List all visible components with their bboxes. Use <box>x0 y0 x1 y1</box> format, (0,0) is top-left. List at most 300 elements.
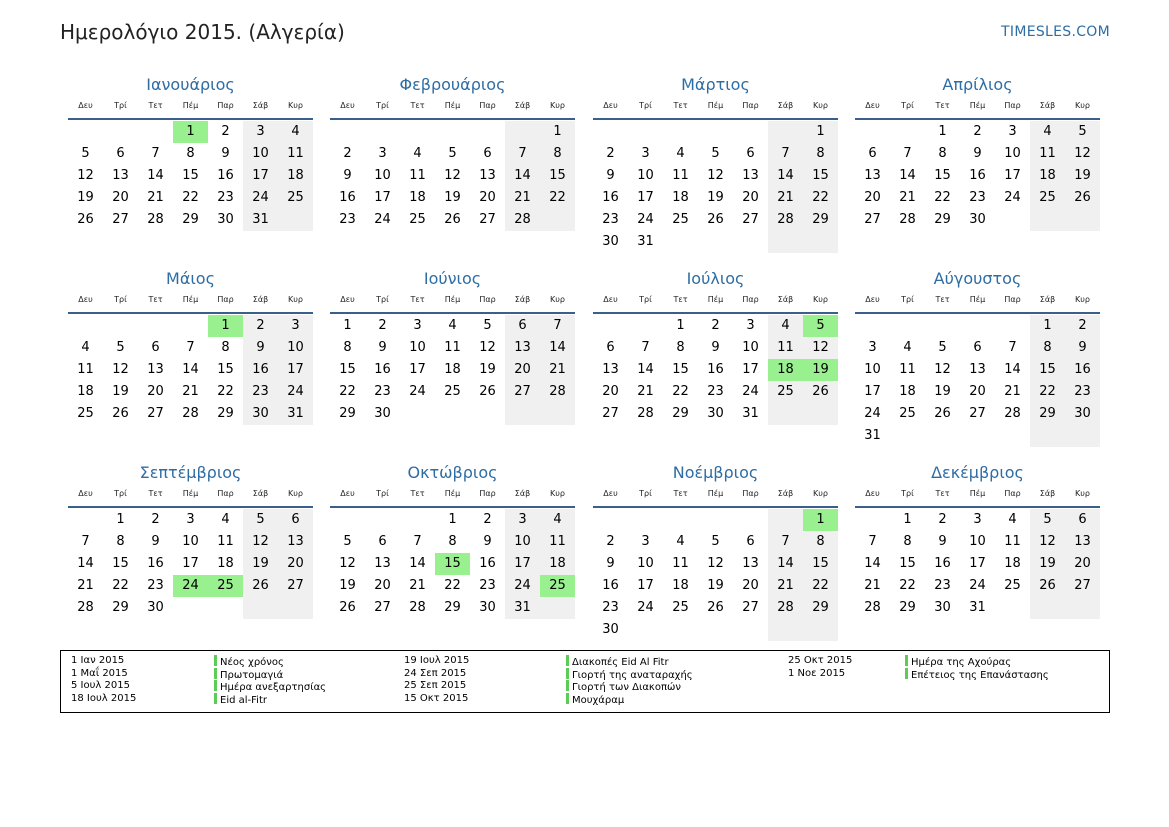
day-cell: 24 <box>505 575 540 597</box>
day-cell: 15 <box>803 553 838 575</box>
day-cell: 26 <box>707 212 724 227</box>
empty-cell <box>925 425 960 447</box>
weekday-label: Δευ <box>865 101 880 110</box>
day-cell: 4 <box>413 146 422 161</box>
day-cell: 28 <box>1004 406 1021 421</box>
empty-cell <box>365 121 400 143</box>
day-cell: 31 <box>864 428 881 443</box>
day-cell: 28 <box>182 406 199 421</box>
empty-cell <box>593 509 628 531</box>
day-grid <box>593 509 838 641</box>
empty-cell <box>1065 425 1100 447</box>
empty-cell <box>435 403 470 425</box>
day-cell: 14 <box>864 556 881 571</box>
day-cell: 17 <box>742 362 759 377</box>
day-cell: 20 <box>112 190 129 205</box>
weekday-label: Πέμ <box>707 489 724 498</box>
legend-names-3 <box>905 655 1049 680</box>
day-cell: 10 <box>637 168 654 183</box>
day-cell: 6 <box>116 146 125 161</box>
day-cell: 12 <box>77 168 94 183</box>
weekday-label: Πέμ <box>444 295 461 304</box>
empty-cell <box>68 509 103 531</box>
empty-cell <box>733 509 768 531</box>
day-cell: 17 <box>505 553 540 575</box>
day-cell: 21 <box>147 190 164 205</box>
day-cell: 9 <box>243 337 278 359</box>
day-cell: 14 <box>899 168 916 183</box>
day-cell: 24 <box>742 384 759 399</box>
weekday-label: Δευ <box>603 295 618 304</box>
weekday-label: Κυρ <box>1075 101 1090 110</box>
day-cell: 1 <box>116 512 125 527</box>
day-cell: 18 <box>540 553 575 575</box>
day-cell: 22 <box>803 575 838 597</box>
day-cell: 23 <box>147 578 164 593</box>
day-cell: 12 <box>803 337 838 359</box>
weekday-label: Τρί <box>639 295 652 304</box>
day-cell: 10 <box>969 534 986 549</box>
day-grid <box>68 509 313 619</box>
day-cell: 7 <box>81 534 90 549</box>
legend-dates-1 <box>71 655 136 705</box>
day-cell: 6 <box>151 340 160 355</box>
legend-dates-3 <box>788 655 852 680</box>
day-cell: 2 <box>221 124 230 139</box>
day-cell: 14 <box>409 556 426 571</box>
day-cell: 23 <box>374 384 391 399</box>
weekday-label: Κυρ <box>1075 489 1090 498</box>
site-link[interactable]: TIMESLES.COM <box>1001 24 1110 40</box>
weekday-label: Δευ <box>603 489 618 498</box>
day-cell: 7 <box>186 340 195 355</box>
day-cell: 3 <box>378 146 387 161</box>
day-cell: 2 <box>606 534 615 549</box>
day-cell: 11 <box>768 337 803 359</box>
weekday-label: Παρ <box>217 489 234 498</box>
day-grid <box>330 315 575 425</box>
empty-cell <box>330 121 365 143</box>
day-cell: 29 <box>934 212 951 227</box>
weekday-label: Παρ <box>1004 295 1021 304</box>
day-cell: 16 <box>602 578 619 593</box>
day-cell: 3 <box>505 509 540 531</box>
empty-cell <box>698 619 733 641</box>
month-name: Φεβρουάριος <box>399 75 506 94</box>
month-calendar <box>68 266 313 425</box>
empty-cell <box>890 121 925 143</box>
day-cell: 26 <box>77 212 94 227</box>
legend-name: Ημέρα της Αχούρας <box>911 657 1012 668</box>
day-cell: 5 <box>448 146 457 161</box>
empty-cell <box>540 403 575 425</box>
weekday-label: Τρί <box>901 101 914 110</box>
day-cell: 28 <box>409 600 426 615</box>
day-cell: 3 <box>641 534 650 549</box>
empty-cell <box>103 121 138 143</box>
weekday-label: Κυρ <box>813 101 828 110</box>
day-cell: 29 <box>217 406 234 421</box>
weekday-label: Τρί <box>376 489 389 498</box>
empty-cell <box>1065 597 1100 619</box>
legend-name: Νέος χρόνος <box>220 657 284 668</box>
empty-cell <box>960 425 995 447</box>
day-cell: 11 <box>672 168 689 183</box>
weekday-label: Τετ <box>935 295 950 304</box>
day-cell: 19 <box>934 384 951 399</box>
day-cell: 3 <box>641 146 650 161</box>
day-cell: 11 <box>1030 143 1065 165</box>
weekday-label: Κυρ <box>813 295 828 304</box>
holiday-day: 25 <box>540 575 575 597</box>
day-cell: 13 <box>742 168 759 183</box>
legend-name: Γιορτή της αναταραχής <box>572 669 693 681</box>
weekday-label: Τετ <box>148 101 163 110</box>
empty-cell <box>330 509 365 531</box>
weekday-label: Σάβ <box>514 101 531 110</box>
day-cell: 8 <box>540 143 575 165</box>
weekday-label: Τετ <box>410 489 425 498</box>
day-cell: 11 <box>899 362 916 377</box>
weekday-label: Παρ <box>217 295 234 304</box>
day-cell: 6 <box>868 146 877 161</box>
empty-cell <box>663 619 698 641</box>
month-calendar <box>330 266 575 425</box>
weekday-label: Κυρ <box>550 489 565 498</box>
day-cell: 19 <box>77 190 94 205</box>
day-cell: 20 <box>374 578 391 593</box>
month-name: Μάρτιος <box>681 75 750 94</box>
weekday-header <box>330 292 575 314</box>
day-cell: 13 <box>969 362 986 377</box>
day-cell: 12 <box>112 362 129 377</box>
day-cell: 18 <box>77 384 94 399</box>
empty-cell <box>698 231 733 253</box>
empty-cell <box>628 509 663 531</box>
day-cell: 4 <box>676 146 685 161</box>
day-cell: 29 <box>803 209 838 231</box>
day-cell: 16 <box>479 556 496 571</box>
day-cell: 9 <box>221 146 230 161</box>
month-name: Δεκέμβριος <box>931 463 1024 482</box>
day-cell: 22 <box>339 384 356 399</box>
day-cell: 17 <box>374 190 391 205</box>
month-calendar <box>593 72 838 253</box>
day-cell: 15 <box>112 556 129 571</box>
day-cell: 7 <box>641 340 650 355</box>
month-calendar <box>855 72 1100 231</box>
legend-date: 5 Ιουλ 2015 <box>71 680 130 692</box>
day-cell: 5 <box>81 146 90 161</box>
weekday-label: Τρί <box>639 489 652 498</box>
weekday-label: Σάβ <box>1039 489 1056 498</box>
day-cell: 4 <box>1030 121 1065 143</box>
weekday-label: Τετ <box>673 489 688 498</box>
month-calendar <box>855 460 1100 619</box>
day-cell: 11 <box>278 143 313 165</box>
day-cell: 4 <box>221 512 230 527</box>
empty-cell <box>960 315 995 337</box>
weekday-label: Τετ <box>148 295 163 304</box>
weekday-label: Πέμ <box>444 489 461 498</box>
day-cell: 6 <box>746 534 755 549</box>
empty-cell <box>505 121 540 143</box>
day-cell: 3 <box>746 318 755 333</box>
empty-cell <box>733 619 768 641</box>
month-name: Ιούλιος <box>686 269 745 288</box>
day-cell: 21 <box>864 578 881 593</box>
day-cell: 7 <box>768 531 803 553</box>
day-cell: 1 <box>938 124 947 139</box>
weekday-label: Πέμ <box>969 489 986 498</box>
day-cell: 24 <box>864 406 881 421</box>
day-cell: 7 <box>903 146 912 161</box>
day-cell: 25 <box>899 406 916 421</box>
day-cell: 3 <box>413 318 422 333</box>
day-cell: 17 <box>182 556 199 571</box>
weekday-label: Τετ <box>673 295 688 304</box>
month-name: Οκτώβριος <box>407 463 498 482</box>
day-cell: 15 <box>672 362 689 377</box>
day-cell: 12 <box>444 168 461 183</box>
day-cell: 26 <box>339 600 356 615</box>
empty-cell <box>173 597 208 619</box>
day-cell: 10 <box>374 168 391 183</box>
day-cell: 15 <box>899 556 916 571</box>
empty-cell <box>435 121 470 143</box>
day-cell: 21 <box>1004 384 1021 399</box>
day-cell: 27 <box>374 600 391 615</box>
day-cell: 19 <box>479 362 496 377</box>
day-cell: 25 <box>768 381 803 403</box>
day-cell: 6 <box>973 340 982 355</box>
day-cell: 30 <box>147 600 164 615</box>
day-cell: 27 <box>602 406 619 421</box>
day-grid <box>855 315 1100 447</box>
legend-name: Ημέρα ανεξαρτησίας <box>220 682 327 694</box>
day-cell: 25 <box>77 406 94 421</box>
day-cell: 10 <box>409 340 426 355</box>
empty-cell <box>1030 425 1065 447</box>
weekday-label: Παρ <box>1004 489 1021 498</box>
weekday-label: Δευ <box>865 489 880 498</box>
day-cell: 10 <box>182 534 199 549</box>
day-cell: 28 <box>147 212 164 227</box>
day-grid <box>68 121 313 231</box>
day-cell: 12 <box>339 556 356 571</box>
empty-cell <box>138 315 173 337</box>
month-name: Μάιος <box>166 269 215 288</box>
weekday-label: Δευ <box>78 489 93 498</box>
day-cell: 24 <box>637 212 654 227</box>
day-cell: 24 <box>1004 190 1021 205</box>
day-cell: 22 <box>899 578 916 593</box>
day-cell: 6 <box>483 146 492 161</box>
weekday-label: Τετ <box>935 101 950 110</box>
month-name: Αύγουστος <box>933 269 1022 288</box>
day-cell: 5 <box>1030 509 1065 531</box>
empty-cell <box>803 231 838 253</box>
day-cell: 6 <box>505 315 540 337</box>
holiday-marker <box>214 655 217 666</box>
holiday-day: 19 <box>803 359 838 381</box>
day-cell: 20 <box>742 578 759 593</box>
empty-cell <box>890 425 925 447</box>
day-cell: 26 <box>1065 187 1100 209</box>
empty-cell <box>68 315 103 337</box>
day-cell: 22 <box>1030 381 1065 403</box>
weekday-label: Παρ <box>742 295 759 304</box>
day-cell: 31 <box>969 600 986 615</box>
day-cell: 21 <box>768 575 803 597</box>
weekday-label: Πέμ <box>182 101 199 110</box>
day-cell: 29 <box>182 212 199 227</box>
month-calendar <box>855 266 1100 447</box>
day-cell: 5 <box>116 340 125 355</box>
weekday-label: Πέμ <box>444 101 461 110</box>
day-cell: 29 <box>672 406 689 421</box>
empty-cell <box>1030 597 1065 619</box>
day-cell: 4 <box>903 340 912 355</box>
day-cell: 4 <box>768 315 803 337</box>
day-cell: 5 <box>711 534 720 549</box>
legend-names-1 <box>214 655 326 705</box>
day-cell: 30 <box>969 212 986 227</box>
day-cell: 9 <box>606 556 615 571</box>
weekday-label: Τετ <box>410 295 425 304</box>
day-cell: 14 <box>77 556 94 571</box>
empty-cell <box>278 597 313 619</box>
empty-cell <box>400 121 435 143</box>
day-cell: 13 <box>1065 531 1100 553</box>
day-cell: 17 <box>969 556 986 571</box>
day-cell: 11 <box>672 556 689 571</box>
day-cell: 2 <box>343 146 352 161</box>
day-cell: 20 <box>864 190 881 205</box>
day-cell: 21 <box>899 190 916 205</box>
day-cell: 2 <box>938 512 947 527</box>
day-cell: 29 <box>444 600 461 615</box>
day-cell: 1 <box>1030 315 1065 337</box>
day-cell: 5 <box>711 146 720 161</box>
day-cell: 14 <box>540 337 575 359</box>
empty-cell <box>698 121 733 143</box>
empty-cell <box>593 121 628 143</box>
day-cell: 8 <box>116 534 125 549</box>
weekday-label: Κυρ <box>550 101 565 110</box>
weekday-label: Παρ <box>479 295 496 304</box>
day-cell: 5 <box>243 509 278 531</box>
empty-cell <box>365 509 400 531</box>
day-cell: 21 <box>409 578 426 593</box>
weekday-header <box>68 292 313 314</box>
legend-date: 15 Οκτ 2015 <box>404 692 469 704</box>
empty-cell <box>995 315 1030 337</box>
day-cell: 17 <box>278 359 313 381</box>
day-cell: 31 <box>243 209 278 231</box>
day-cell: 11 <box>77 362 94 377</box>
weekday-label: Κυρ <box>288 489 303 498</box>
holiday-marker <box>905 668 908 679</box>
day-cell: 3 <box>868 340 877 355</box>
holiday-day: 5 <box>803 315 838 337</box>
weekday-label: Πέμ <box>969 101 986 110</box>
empty-cell <box>890 315 925 337</box>
month-name: Νοέμβριος <box>672 463 759 482</box>
day-cell: 10 <box>278 337 313 359</box>
legend-names-2 <box>566 655 693 705</box>
day-cell: 1 <box>343 318 352 333</box>
day-cell: 7 <box>540 315 575 337</box>
weekday-label: Πέμ <box>182 295 199 304</box>
empty-cell <box>803 619 838 641</box>
day-cell: 8 <box>448 534 457 549</box>
day-cell: 23 <box>707 384 724 399</box>
day-cell: 30 <box>479 600 496 615</box>
day-cell: 27 <box>479 212 496 227</box>
day-cell: 16 <box>374 362 391 377</box>
day-cell: 18 <box>444 362 461 377</box>
empty-cell <box>995 425 1030 447</box>
day-cell: 2 <box>378 318 387 333</box>
day-cell: 26 <box>479 384 496 399</box>
day-cell: 19 <box>243 553 278 575</box>
day-cell: 7 <box>1008 340 1017 355</box>
holiday-marker <box>214 668 217 679</box>
day-cell: 2 <box>606 146 615 161</box>
day-cell: 9 <box>151 534 160 549</box>
day-cell: 23 <box>602 600 619 615</box>
empty-cell <box>925 315 960 337</box>
day-cell: 26 <box>803 381 838 403</box>
weekday-label: Παρ <box>742 101 759 110</box>
day-cell: 17 <box>1004 168 1021 183</box>
day-cell: 17 <box>243 165 278 187</box>
empty-cell <box>663 231 698 253</box>
empty-cell <box>768 231 803 253</box>
day-cell: 28 <box>505 209 540 231</box>
day-cell: 15 <box>934 168 951 183</box>
day-cell: 15 <box>217 362 234 377</box>
day-cell: 12 <box>1065 143 1100 165</box>
day-cell: 16 <box>602 190 619 205</box>
weekday-label: Πέμ <box>707 295 724 304</box>
month-calendar <box>68 72 313 231</box>
weekday-header <box>68 98 313 120</box>
day-cell: 14 <box>768 165 803 187</box>
day-cell: 9 <box>1065 337 1100 359</box>
day-cell: 22 <box>112 578 129 593</box>
empty-cell <box>628 121 663 143</box>
empty-cell <box>995 597 1030 619</box>
empty-cell <box>208 597 243 619</box>
day-cell: 20 <box>505 359 540 381</box>
day-cell: 27 <box>112 212 129 227</box>
weekday-label: Δευ <box>603 101 618 110</box>
day-cell: 16 <box>243 359 278 381</box>
day-cell: 20 <box>602 384 619 399</box>
day-cell: 7 <box>868 534 877 549</box>
day-cell: 18 <box>278 165 313 187</box>
day-cell: 12 <box>1030 531 1065 553</box>
empty-cell <box>803 403 838 425</box>
day-cell: 23 <box>934 578 951 593</box>
month-name: Ιούνιος <box>423 269 482 288</box>
day-cell: 24 <box>969 578 986 593</box>
day-cell: 19 <box>707 578 724 593</box>
empty-cell <box>733 231 768 253</box>
day-cell: 13 <box>278 531 313 553</box>
